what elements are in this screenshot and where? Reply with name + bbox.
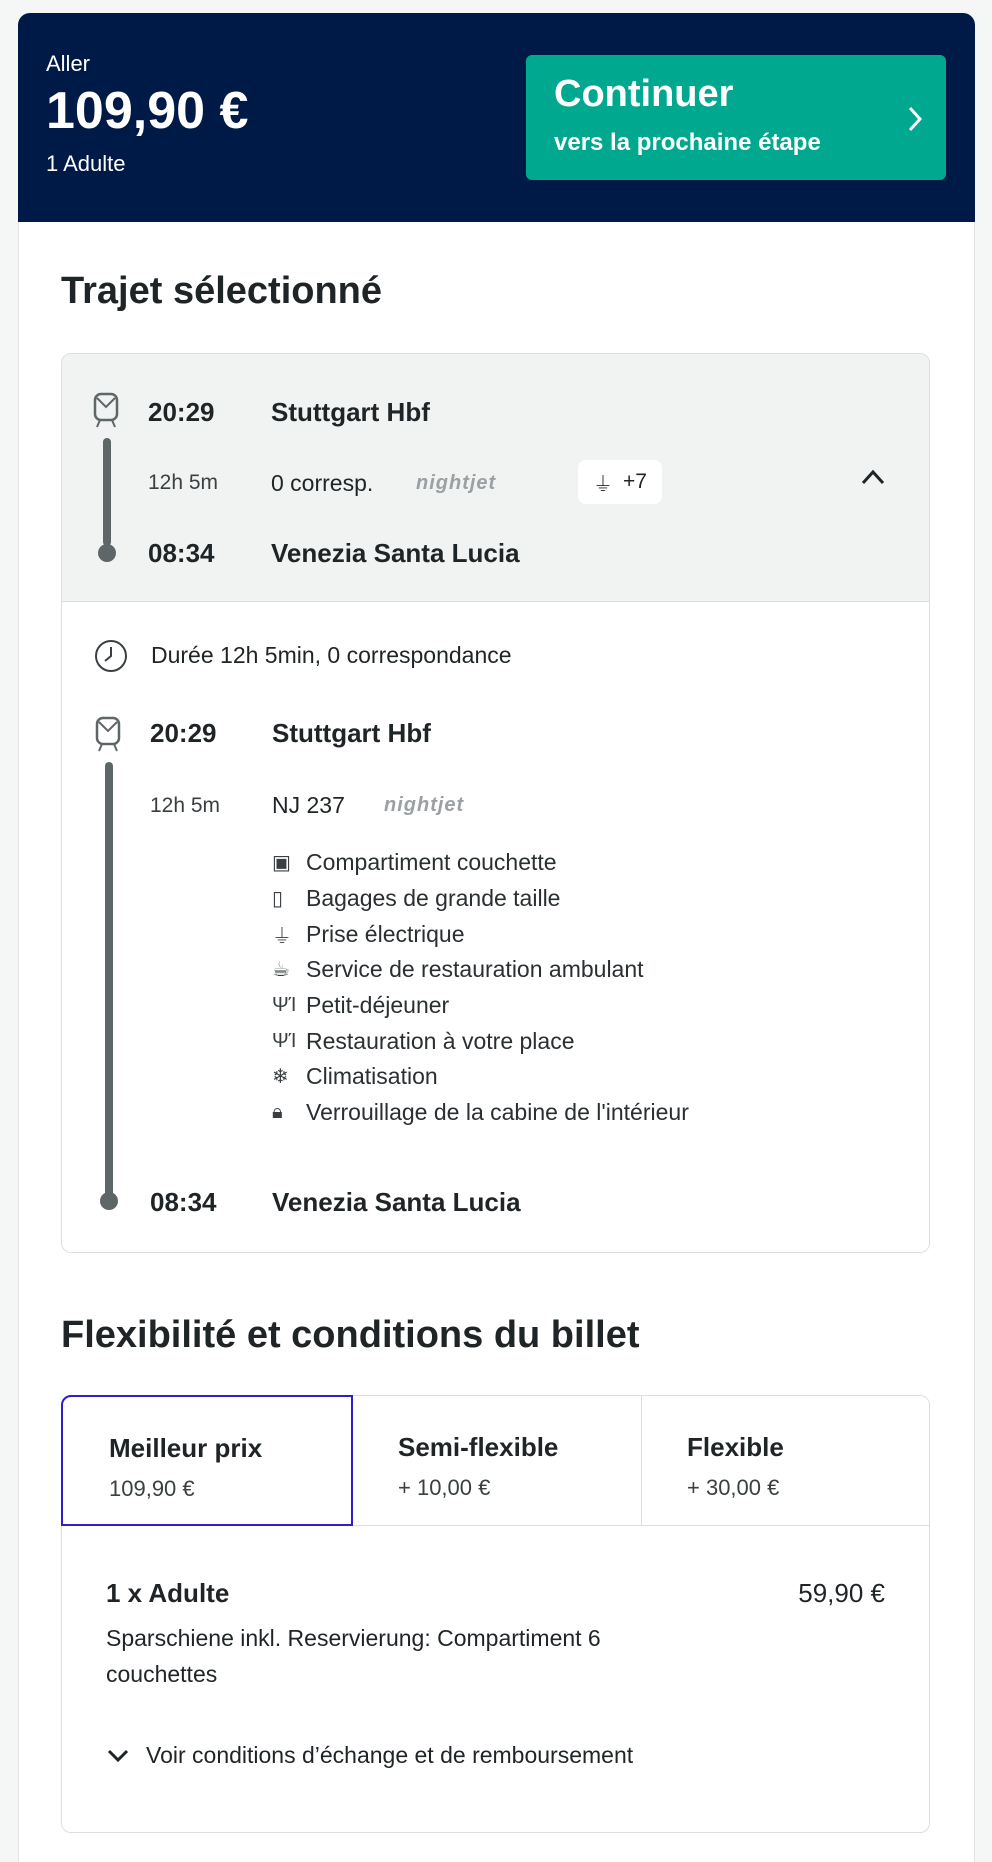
continue-label: Continuer [554, 73, 734, 115]
amenities-badge[interactable] [578, 460, 662, 504]
tab-price: + 30,00 € [687, 1475, 780, 1500]
arrival-time: 08:34 [148, 538, 215, 568]
train-icon [92, 392, 120, 428]
departure-station: Stuttgart Hbf [272, 718, 431, 748]
couchette-icon: ▣ [272, 852, 291, 875]
passenger-count: 1 Adulte [46, 151, 126, 176]
amenity-item [272, 1059, 689, 1095]
plug-icon: ⏚ [272, 925, 292, 948]
journey-card [61, 353, 930, 1253]
tab-label: Flexible [687, 1432, 784, 1462]
amenity-label: Climatisation [306, 1063, 438, 1090]
passenger-line: 1 x Adulte [106, 1578, 230, 1608]
amenity-item [272, 916, 689, 952]
conditions-link: Voir conditions d’échange et de remboursement [146, 1742, 634, 1768]
selected-trip-title: Trajet sélectionné [61, 270, 383, 312]
plug-icon: ⏚ [593, 473, 614, 496]
operator-logo: nightjet [384, 794, 465, 816]
amenity-item [272, 1023, 689, 1059]
tab-semi-flexible[interactable] [352, 1396, 642, 1526]
duration-summary: Durée 12h 5min, 0 correspondance [151, 642, 512, 668]
fare-options [61, 1395, 930, 1833]
amenity-label: Compartiment couchette [306, 849, 557, 876]
amenity-label: Prise électrique [306, 920, 465, 947]
total-price: 109,90 € [46, 82, 249, 140]
continue-sublabel: vers la prochaine étape [554, 129, 821, 156]
amenity-item [272, 1095, 689, 1131]
arrival-dot [98, 544, 116, 562]
tab-price: 109,90 € [109, 1476, 195, 1501]
coffee-icon: ☕ [272, 959, 290, 982]
chevron-down-icon [106, 1748, 130, 1764]
fare-amount: 59,90 € [798, 1578, 885, 1608]
amenity-label: Verrouillage de la cabine de l'intérieur [306, 1099, 689, 1126]
clock-icon [94, 639, 128, 673]
journey-summary[interactable] [62, 354, 929, 602]
amenity-label: Restauration à votre place [306, 1027, 575, 1054]
continue-button[interactable] [526, 55, 946, 180]
departure-station: Stuttgart Hbf [271, 397, 430, 427]
amenity-item [272, 952, 689, 988]
arrival-station: Venezia Santa Lucia [272, 1187, 521, 1217]
amenity-item [272, 881, 689, 917]
train-number: NJ 237 [272, 792, 345, 818]
conditions-toggle[interactable] [106, 1742, 633, 1769]
operator-logo: nightjet [416, 472, 497, 494]
amenity-item [272, 845, 689, 881]
train-icon [94, 716, 122, 752]
cutlery-icon: ΨΊ [272, 994, 297, 1017]
lock-icon: 🔒︎ [272, 1101, 283, 1124]
changes: 0 corresp. [271, 470, 374, 496]
tab-best-price[interactable] [61, 1395, 353, 1526]
snowflake-icon: ❄ [272, 1066, 289, 1089]
amenity-label: Petit-déjeuner [306, 992, 450, 1019]
luggage-icon: ▯ [272, 888, 284, 911]
amenity-list [272, 845, 689, 1131]
duration: 12h 5m [150, 794, 221, 817]
route-line [105, 762, 113, 1200]
direction-label: Aller [46, 51, 91, 76]
amenity-count: +7 [623, 470, 647, 493]
arrival-time: 08:34 [150, 1187, 217, 1217]
tab-label: Semi-flexible [398, 1432, 559, 1462]
flexibility-title: Flexibilité et conditions du billet [61, 1314, 640, 1356]
tab-flexible[interactable] [641, 1396, 931, 1526]
duration: 12h 5m [148, 471, 219, 494]
fare-description: Sparschiene inkl. Reservierung: Compartiment 6 couchettes [106, 1625, 601, 1687]
chevron-right-icon [906, 105, 924, 133]
amenity-item [272, 988, 689, 1024]
arrival-station: Venezia Santa Lucia [271, 538, 520, 568]
departure-time: 20:29 [150, 718, 217, 748]
tab-price: + 10,00 € [398, 1475, 491, 1500]
arrival-dot [100, 1192, 118, 1210]
amenity-label: Bagages de grande taille [306, 885, 561, 912]
chevron-up-icon[interactable] [860, 468, 886, 486]
departure-time: 20:29 [148, 397, 215, 427]
route-line [103, 438, 111, 546]
tab-label: Meilleur prix [109, 1433, 263, 1463]
amenity-label: Service de restauration ambulant [306, 956, 644, 983]
price-header [18, 13, 975, 222]
cutlery-icon: ΨΊ [272, 1029, 297, 1052]
